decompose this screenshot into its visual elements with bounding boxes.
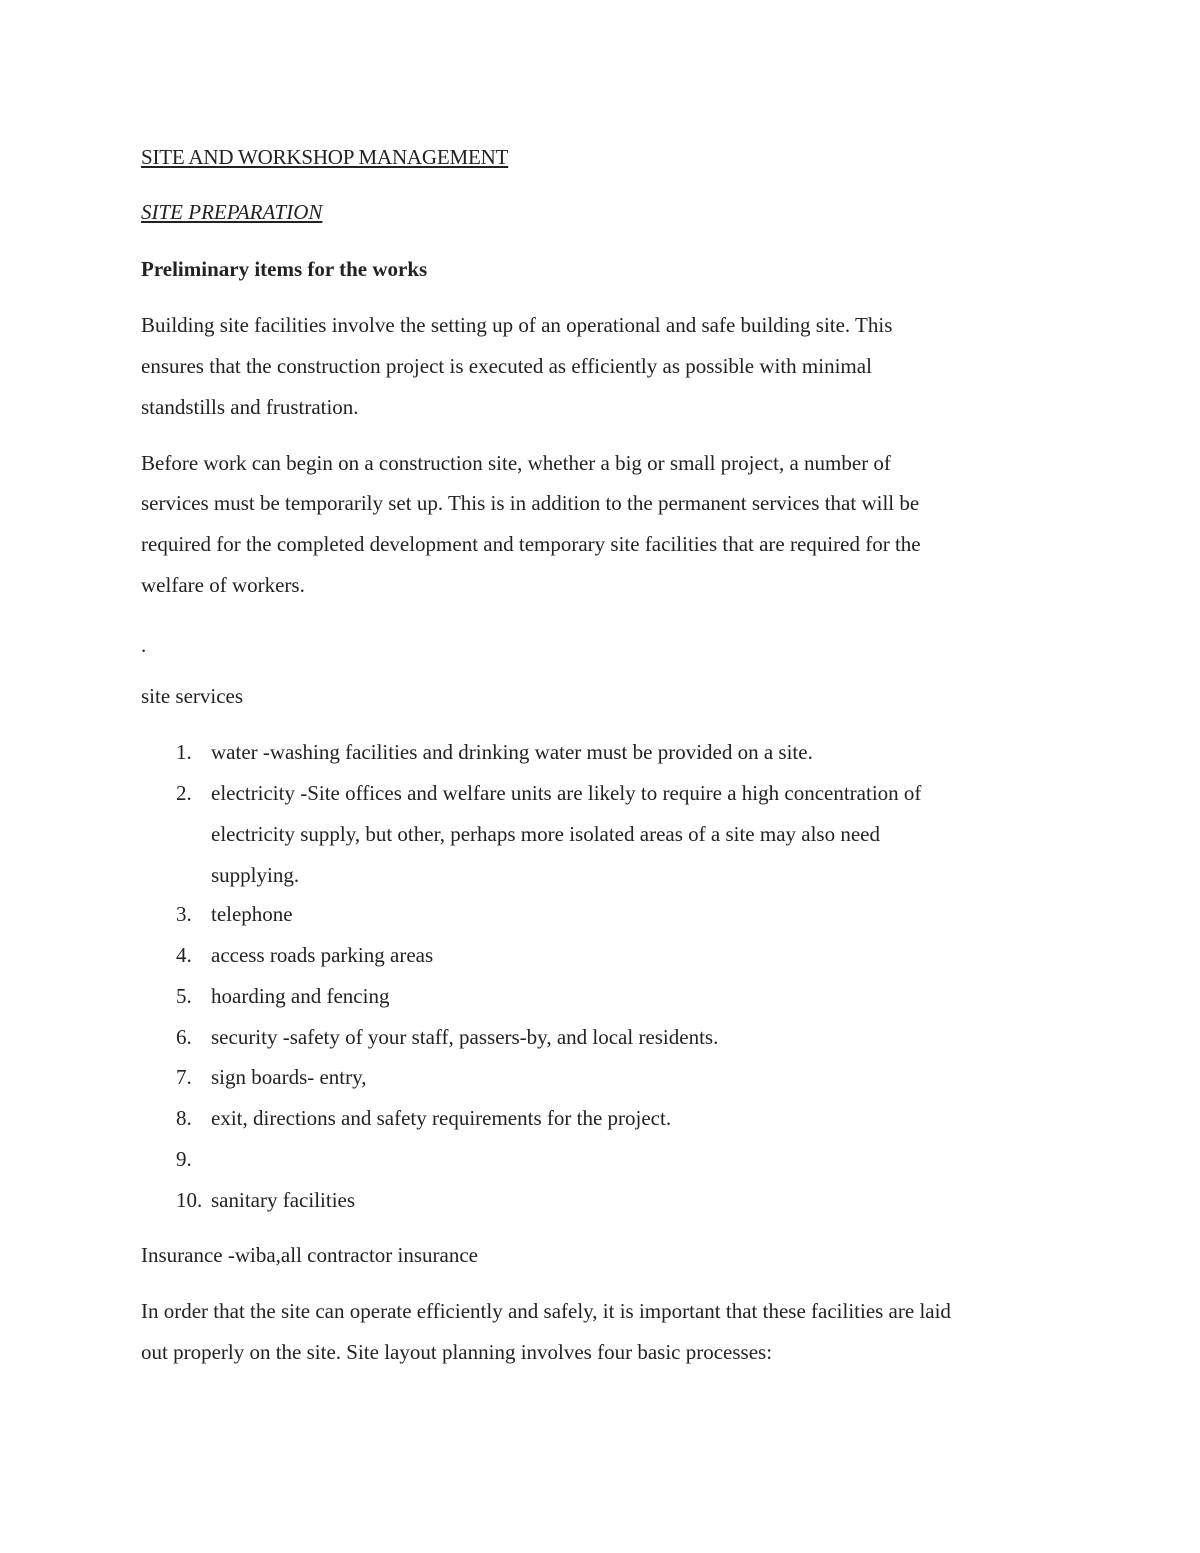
list-item-text: sign boards- entry, — [211, 1065, 367, 1089]
paragraph-2-line-4: welfare of workers. — [141, 573, 305, 597]
list-item-continuation: supplying. — [211, 863, 300, 887]
list-item-number: 3. — [176, 902, 192, 926]
list-item-text: telephone — [211, 902, 293, 926]
document-title: SITE AND WORKSHOP MANAGEMENT — [141, 145, 509, 169]
list-item-text: electricity -Site offices and welfare units are likely to require a high concentration of — [211, 781, 922, 805]
list-item-text: security -safety of your staff, passers-by, and local residents. — [211, 1025, 719, 1049]
list-item — [176, 1023, 718, 1051]
paragraph-2-line-3: required for the completed development and temporary site facilities that are required for the — [141, 532, 921, 556]
list-item-number: 8. — [176, 1106, 192, 1130]
list-item-number: 6. — [176, 1025, 192, 1049]
list-item-number: 1. — [176, 740, 192, 764]
list-item — [176, 941, 433, 969]
section-heading: Preliminary items for the works — [141, 257, 428, 281]
list-item — [176, 982, 389, 1010]
list-item — [176, 900, 293, 928]
paragraph-2-line-1: Before work can begin on a construction site, whether a big or small project, a number of — [141, 451, 891, 475]
list-item-text: exit, directions and safety requirements for the project. — [211, 1106, 672, 1130]
list-item-number: 2. — [176, 781, 192, 805]
paragraph-1-line-2: ensures that the construction project is executed as efficiently as possible with minimal — [141, 354, 872, 378]
paragraph-1-line-3: standstills and frustration. — [141, 395, 359, 419]
list-item-text: water -washing facilities and drinking water must be provided on a site. — [211, 740, 813, 764]
list-item-number: 5. — [176, 984, 192, 1008]
list-item-continuation: electricity supply, but other, perhaps more isolated areas of a site may also need — [211, 822, 880, 846]
list-item — [176, 1145, 211, 1173]
list-item-text: access roads parking areas — [211, 943, 434, 967]
list-item — [176, 1063, 367, 1091]
stray-dot: . — [141, 633, 147, 657]
list-item — [176, 779, 921, 807]
paragraph-1-line-1: Building site facilities involve the setting up of an operational and safe building site. This — [141, 313, 893, 337]
list-item-number: 4. — [176, 943, 192, 967]
list-heading: site services — [141, 684, 244, 708]
list-item-text: sanitary facilities — [211, 1188, 356, 1212]
paragraph-3-line-2: out properly on the site. Site layout planning involves four basic processes: — [141, 1340, 773, 1364]
list-item — [176, 738, 813, 766]
list-item-number: 7. — [176, 1065, 192, 1089]
section-subtitle: SITE PREPARATION — [141, 200, 323, 224]
list-item — [176, 1104, 671, 1132]
list-item-text: hoarding and fencing — [211, 984, 390, 1008]
paragraph-3-line-1: In order that the site can operate efficiently and safely, it is important that these facilities are laid — [141, 1299, 951, 1323]
list-item-number: 10. — [176, 1188, 203, 1212]
list-item — [176, 1186, 355, 1214]
paragraph-2-line-2: services must be temporarily set up. This is in addition to the permanent services that will be — [141, 491, 920, 515]
list-item-number: 9. — [176, 1147, 192, 1171]
insurance-line: Insurance -wiba,all contractor insurance — [141, 1243, 479, 1267]
